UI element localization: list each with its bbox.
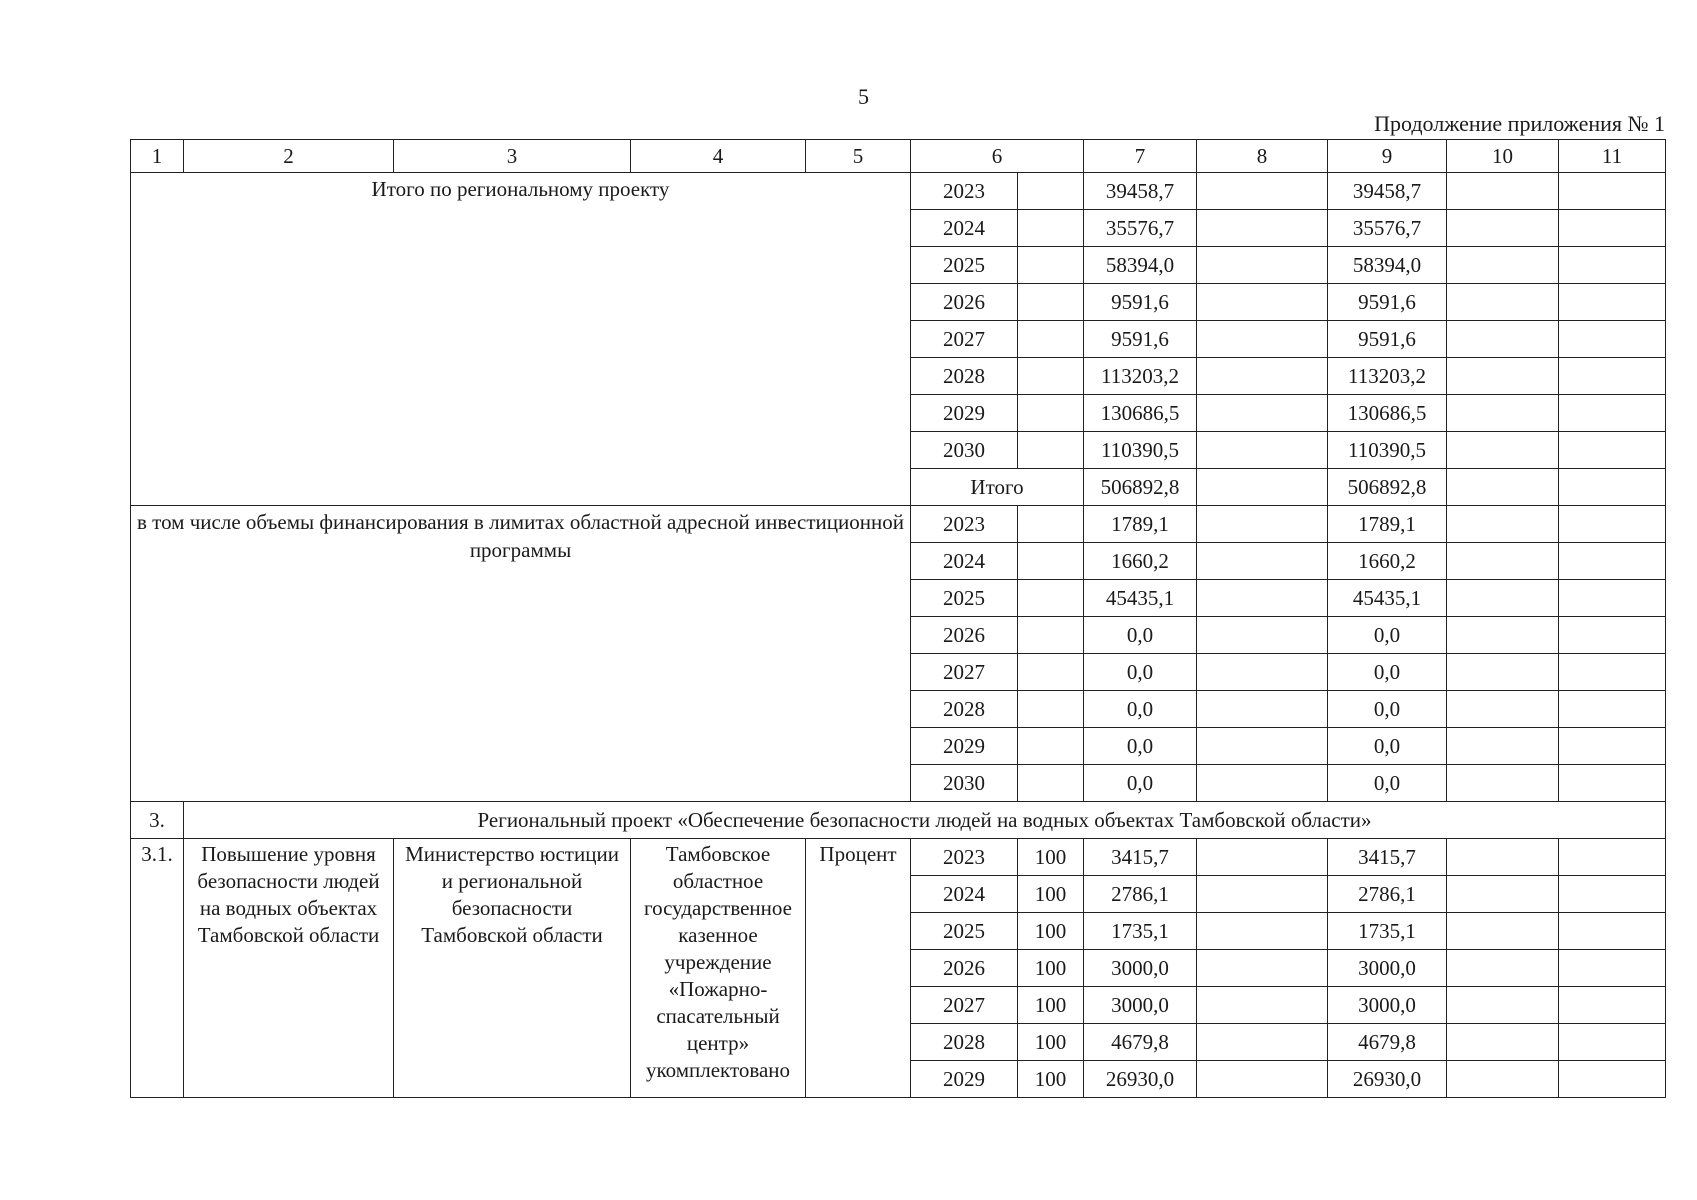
year-cell: 2028 <box>911 358 1018 395</box>
amount-cell: 0,0 <box>1328 617 1447 654</box>
empty-cell <box>1197 1024 1328 1061</box>
indicator-value-cell: 100 <box>1018 876 1084 913</box>
amount-cell: 9591,6 <box>1328 321 1447 358</box>
column-header: 4 <box>631 140 806 173</box>
empty-cell <box>1197 728 1328 765</box>
amount-cell: 1660,2 <box>1328 543 1447 580</box>
empty-cell <box>1447 876 1559 913</box>
amount-cell: 0,0 <box>1328 691 1447 728</box>
amount-cell: 0,0 <box>1328 765 1447 802</box>
empty-cell <box>1559 839 1666 876</box>
empty-cell <box>1447 617 1559 654</box>
empty-cell <box>1447 173 1559 210</box>
amount-cell: 1735,1 <box>1328 913 1447 950</box>
empty-cell <box>1559 1024 1666 1061</box>
year-cell: 2023 <box>911 506 1018 543</box>
column-header: 10 <box>1447 140 1559 173</box>
amount-cell: 0,0 <box>1084 691 1197 728</box>
year-cell: 2030 <box>911 765 1018 802</box>
amount-cell: 4679,8 <box>1328 1024 1447 1061</box>
empty-cell <box>1559 765 1666 802</box>
amount-cell: 39458,7 <box>1328 173 1447 210</box>
indicator-value-cell: 100 <box>1018 950 1084 987</box>
amount-cell: 130686,5 <box>1084 395 1197 432</box>
empty-cell <box>1559 1061 1666 1098</box>
amount-cell: 3000,0 <box>1328 950 1447 987</box>
amount-cell: 113203,2 <box>1084 358 1197 395</box>
amount-cell: 0,0 <box>1084 654 1197 691</box>
amount-cell: 3000,0 <box>1084 987 1197 1024</box>
empty-cell <box>1197 876 1328 913</box>
indicator-value-cell <box>1018 358 1084 395</box>
year-cell: 2029 <box>911 1061 1018 1098</box>
indicator-value-cell: 100 <box>1018 1061 1084 1098</box>
empty-cell <box>1197 321 1328 358</box>
empty-cell <box>1559 358 1666 395</box>
empty-cell <box>1197 913 1328 950</box>
amount-cell: 4679,8 <box>1084 1024 1197 1061</box>
year-cell: 2030 <box>911 432 1018 469</box>
section-row <box>131 802 1666 839</box>
column-header: 1 <box>131 140 184 173</box>
amount-cell: 9591,6 <box>1328 284 1447 321</box>
amount-cell: 2786,1 <box>1328 876 1447 913</box>
year-cell: 2029 <box>911 395 1018 432</box>
year-cell: 2027 <box>911 321 1018 358</box>
indicator-value-cell: 100 <box>1018 1024 1084 1061</box>
amount-cell: 3000,0 <box>1084 950 1197 987</box>
amount-cell: 3415,7 <box>1084 839 1197 876</box>
amount-cell: 1735,1 <box>1084 913 1197 950</box>
year-cell: 2028 <box>911 691 1018 728</box>
item-unit: Процент <box>806 839 911 1098</box>
empty-cell <box>1197 654 1328 691</box>
empty-cell <box>1447 358 1559 395</box>
empty-cell <box>1197 617 1328 654</box>
empty-cell <box>1447 395 1559 432</box>
indicator-value-cell <box>1018 506 1084 543</box>
empty-cell <box>1559 617 1666 654</box>
empty-cell <box>1447 987 1559 1024</box>
indicator-value-cell <box>1018 173 1084 210</box>
year-cell: 2027 <box>911 987 1018 1024</box>
column-header-row <box>131 140 1666 173</box>
indicator-value-cell <box>1018 247 1084 284</box>
empty-cell <box>1447 580 1559 617</box>
empty-cell <box>1447 432 1559 469</box>
amount-cell: 35576,7 <box>1084 210 1197 247</box>
empty-cell <box>1197 580 1328 617</box>
indicator-value-cell <box>1018 284 1084 321</box>
empty-cell <box>1447 210 1559 247</box>
indicator-value-cell <box>1018 543 1084 580</box>
empty-cell <box>1197 210 1328 247</box>
amount-cell: 58394,0 <box>1084 247 1197 284</box>
amount-cell: 506892,8 <box>1328 469 1447 506</box>
year-cell: 2023 <box>911 839 1018 876</box>
empty-cell <box>1197 284 1328 321</box>
table-row <box>131 506 1666 543</box>
amount-cell: 0,0 <box>1328 654 1447 691</box>
empty-cell <box>1559 654 1666 691</box>
amount-cell: 113203,2 <box>1328 358 1447 395</box>
empty-cell <box>1447 654 1559 691</box>
empty-cell <box>1559 247 1666 284</box>
column-header: 9 <box>1328 140 1447 173</box>
empty-cell <box>1559 876 1666 913</box>
empty-cell <box>1447 321 1559 358</box>
indicator-value-cell: 100 <box>1018 987 1084 1024</box>
empty-cell <box>1559 987 1666 1024</box>
table-row <box>131 173 1666 210</box>
empty-cell <box>1559 395 1666 432</box>
indicator-value-cell <box>1018 321 1084 358</box>
empty-cell <box>1197 987 1328 1024</box>
amount-cell: 58394,0 <box>1328 247 1447 284</box>
item-number: 3.1. <box>131 839 184 1098</box>
continuation-label: Продолжение приложения № 1 <box>1374 111 1665 136</box>
indicator-value-cell <box>1018 580 1084 617</box>
empty-cell <box>1559 284 1666 321</box>
amount-cell: 1789,1 <box>1328 506 1447 543</box>
column-header: 8 <box>1197 140 1328 173</box>
empty-cell <box>1559 543 1666 580</box>
year-cell: 2028 <box>911 1024 1018 1061</box>
year-cell: 2026 <box>911 950 1018 987</box>
amount-cell: 26930,0 <box>1328 1061 1447 1098</box>
column-header: 7 <box>1084 140 1197 173</box>
year-cell: 2024 <box>911 210 1018 247</box>
amount-cell: 506892,8 <box>1084 469 1197 506</box>
empty-cell <box>1559 210 1666 247</box>
year-cell: 2027 <box>911 654 1018 691</box>
empty-cell <box>1559 691 1666 728</box>
amount-cell: 1789,1 <box>1084 506 1197 543</box>
empty-cell <box>1197 839 1328 876</box>
empty-cell <box>1447 765 1559 802</box>
empty-cell <box>1447 284 1559 321</box>
indicator-value-cell: 100 <box>1018 839 1084 876</box>
amount-cell: 0,0 <box>1084 728 1197 765</box>
empty-cell <box>1447 469 1559 506</box>
indicator-value-cell <box>1018 210 1084 247</box>
empty-cell <box>1197 1061 1328 1098</box>
empty-cell <box>1197 395 1328 432</box>
column-header: 11 <box>1559 140 1666 173</box>
amount-cell: 45435,1 <box>1328 580 1447 617</box>
section-number: 3. <box>131 802 184 839</box>
empty-cell <box>1559 469 1666 506</box>
empty-cell <box>1447 506 1559 543</box>
indicator-value-cell <box>1018 432 1084 469</box>
indicator-value-cell <box>1018 691 1084 728</box>
page-number: 5 <box>858 84 869 109</box>
indicator-value-cell: 100 <box>1018 913 1084 950</box>
column-header: 6 <box>911 140 1084 173</box>
empty-cell <box>1447 728 1559 765</box>
amount-cell: 0,0 <box>1084 765 1197 802</box>
year-cell: 2029 <box>911 728 1018 765</box>
table-row <box>131 839 1666 876</box>
year-cell: 2025 <box>911 580 1018 617</box>
empty-cell <box>1447 691 1559 728</box>
year-cell: 2026 <box>911 617 1018 654</box>
empty-cell <box>1447 1061 1559 1098</box>
amount-cell: 3415,7 <box>1328 839 1447 876</box>
amount-cell: 0,0 <box>1328 728 1447 765</box>
empty-cell <box>1447 247 1559 284</box>
empty-cell <box>1447 543 1559 580</box>
empty-cell <box>1197 173 1328 210</box>
year-cell: 2023 <box>911 173 1018 210</box>
amount-cell: 45435,1 <box>1084 580 1197 617</box>
empty-cell <box>1197 543 1328 580</box>
amount-cell: 1660,2 <box>1084 543 1197 580</box>
amount-cell: 9591,6 <box>1084 284 1197 321</box>
amount-cell: 110390,5 <box>1084 432 1197 469</box>
item-indicator: Тамбовское областное государственное казенное учреждение «Пожарно-спасательный центр» укомплектовано <box>631 839 806 1098</box>
amount-cell: 35576,7 <box>1328 210 1447 247</box>
empty-cell <box>1447 1024 1559 1061</box>
indicator-value-cell <box>1018 765 1084 802</box>
empty-cell <box>1559 432 1666 469</box>
empty-cell <box>1559 321 1666 358</box>
amount-cell: 2786,1 <box>1084 876 1197 913</box>
amount-cell: 39458,7 <box>1084 173 1197 210</box>
year-cell: 2024 <box>911 876 1018 913</box>
column-header: 2 <box>184 140 394 173</box>
empty-cell <box>1197 469 1328 506</box>
empty-cell <box>1197 506 1328 543</box>
empty-cell <box>1559 950 1666 987</box>
year-cell: 2025 <box>911 247 1018 284</box>
empty-cell <box>1447 950 1559 987</box>
total-label: Итого <box>911 469 1084 506</box>
empty-cell <box>1559 580 1666 617</box>
year-cell: 2025 <box>911 913 1018 950</box>
empty-cell <box>1559 913 1666 950</box>
item-name: Повышение уровня безопасности людей на водных объектах Тамбовской области <box>184 839 394 1098</box>
empty-cell <box>1559 173 1666 210</box>
empty-cell <box>1559 506 1666 543</box>
amount-cell: 130686,5 <box>1328 395 1447 432</box>
empty-cell <box>1197 247 1328 284</box>
item-executor: Министерство юстиции и региональной безопасности Тамбовской области <box>394 839 631 1098</box>
indicator-value-cell <box>1018 728 1084 765</box>
amount-cell: 3000,0 <box>1328 987 1447 1024</box>
amount-cell: 0,0 <box>1084 617 1197 654</box>
column-header: 5 <box>806 140 911 173</box>
empty-cell <box>1197 765 1328 802</box>
empty-cell <box>1197 950 1328 987</box>
empty-cell <box>1559 728 1666 765</box>
indicator-value-cell <box>1018 654 1084 691</box>
empty-cell <box>1447 839 1559 876</box>
year-cell: 2024 <box>911 543 1018 580</box>
amount-cell: 110390,5 <box>1328 432 1447 469</box>
indicator-value-cell <box>1018 617 1084 654</box>
column-header: 3 <box>394 140 631 173</box>
indicator-value-cell <box>1018 395 1084 432</box>
empty-cell <box>1197 358 1328 395</box>
financing-table <box>130 139 1666 1098</box>
block-investment-label: в том числе объемы финансирования в лимитах областной адресной инвестиционной программы <box>131 506 911 802</box>
block-total-label: Итого по региональному проекту <box>131 173 911 506</box>
empty-cell <box>1197 691 1328 728</box>
empty-cell <box>1197 432 1328 469</box>
empty-cell <box>1447 913 1559 950</box>
year-cell: 2026 <box>911 284 1018 321</box>
section-title: Региональный проект «Обеспечение безопасности людей на водных объектах Тамбовской области» <box>184 802 1666 839</box>
amount-cell: 26930,0 <box>1084 1061 1197 1098</box>
amount-cell: 9591,6 <box>1084 321 1197 358</box>
